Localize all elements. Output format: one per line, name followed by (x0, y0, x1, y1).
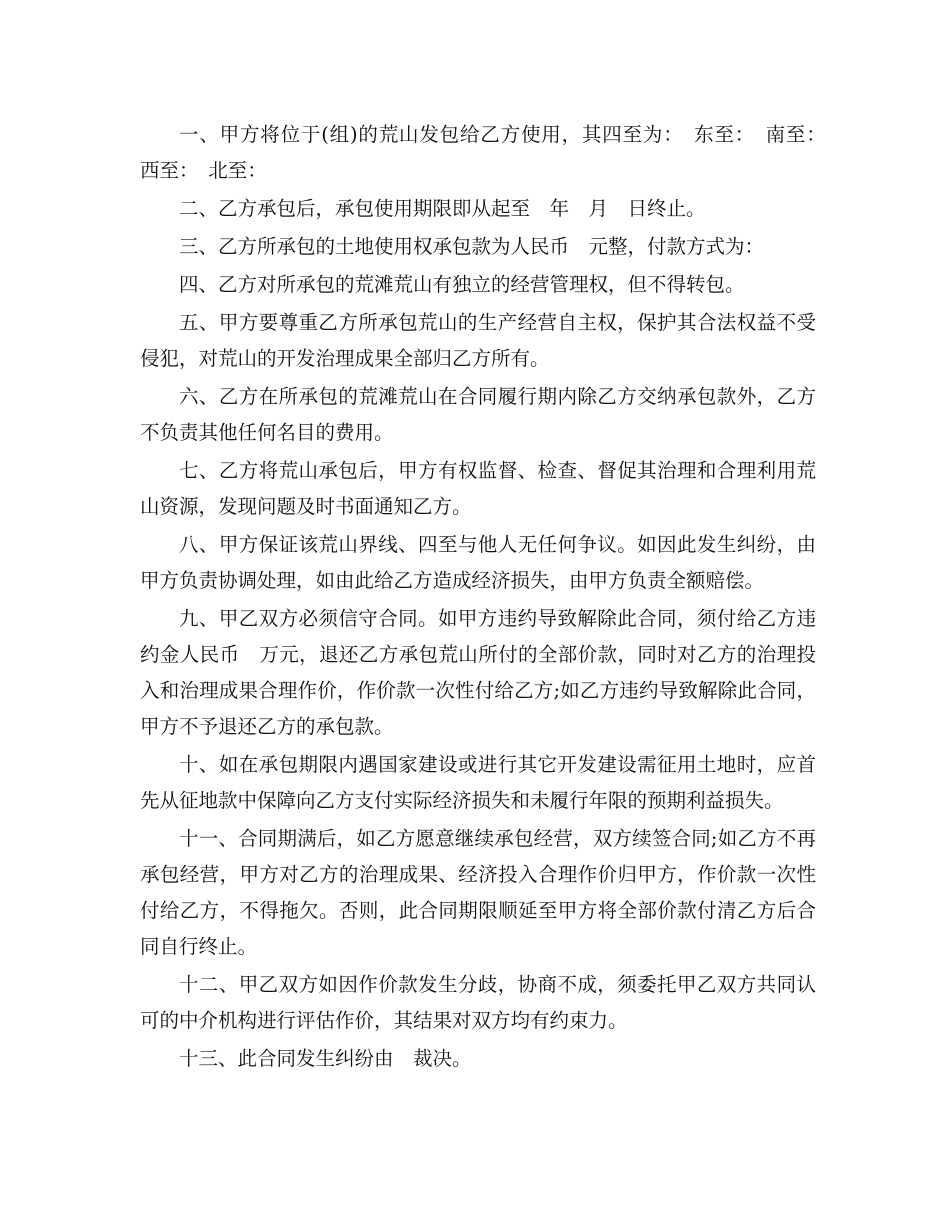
contract-body (140, 117, 836, 1079)
clause-12: 十二、甲乙双方如因作价款发生分歧，协商不成，须委托甲乙双方共同认可的中介机构进行评估作价，其结果对双方均有约束力。 (140, 973, 816, 1032)
clause-4: 四、乙方对所承包的荒滩荒山有独立的经营管理权，但不得转包。 (179, 273, 745, 296)
clause-11: 十一、合同期满后，如乙方愿意继续承包经营，双方续签合同;如乙方不再承包经营，甲方对乙方的治理成果、经济投入合理作价归甲方，作价款一次性付给乙方，不得拖欠。否则，此合同期限顺延至甲方将全部价款付清乙方后合同自行终止。 (140, 827, 816, 958)
clause-1: 一、甲方将位于(组)的荒山发包给乙方使用，其四至为： 东至： 南至： 西至： 北至： (140, 123, 836, 182)
clause-5: 五、甲方要尊重乙方所承包荒山的生产经营自主权，保护其合法权益不受侵犯，对荒山的开发治理成果全部归乙方所有。 (140, 311, 816, 370)
clause-9: 九、甲乙双方必须信守合同。如甲方违约导致解除此合同，须付给乙方违约金人民币 万元，退还乙方承包荒山所付的全部价款，同时对乙方的治理投入和治理成果合理作价，作价款一次性付给乙方;如乙方违约导致解除此合同，甲方不予退还乙方的承包款。 (140, 607, 816, 738)
clause-8: 八、甲方保证该荒山界线、四至与他人无任何争议。如因此发生纠纷，由甲方负责协调处理，如由此给乙方造成经济损失，由甲方负责全额赔偿。 (140, 533, 816, 592)
clause-3: 三、乙方所承包的土地使用权承包款为人民币 元整，付款方式为： (179, 235, 765, 258)
clause-13: 十三、此合同发生纠纷由 裁决。 (179, 1047, 472, 1070)
clause-10: 十、如在承包期限内遇国家建设或进行其它开发建设需征用土地时，应首先从征地款中保障向乙方支付实际经济损失和未履行年限的预期利益损失。 (140, 753, 816, 812)
clause-2: 二、乙方承包后，承包使用期限即从起至 年 月 日终止。 (179, 197, 706, 220)
clause-7: 七、乙方将荒山承包后，甲方有权监督、检查、督促其治理和合理利用荒山资源，发现问题及时书面通知乙方。 (140, 459, 816, 518)
clause-6: 六、乙方在所承包的荒滩荒山在合同履行期内除乙方交纳承包款外，乙方不负责其他任何名目的费用。 (140, 385, 816, 444)
